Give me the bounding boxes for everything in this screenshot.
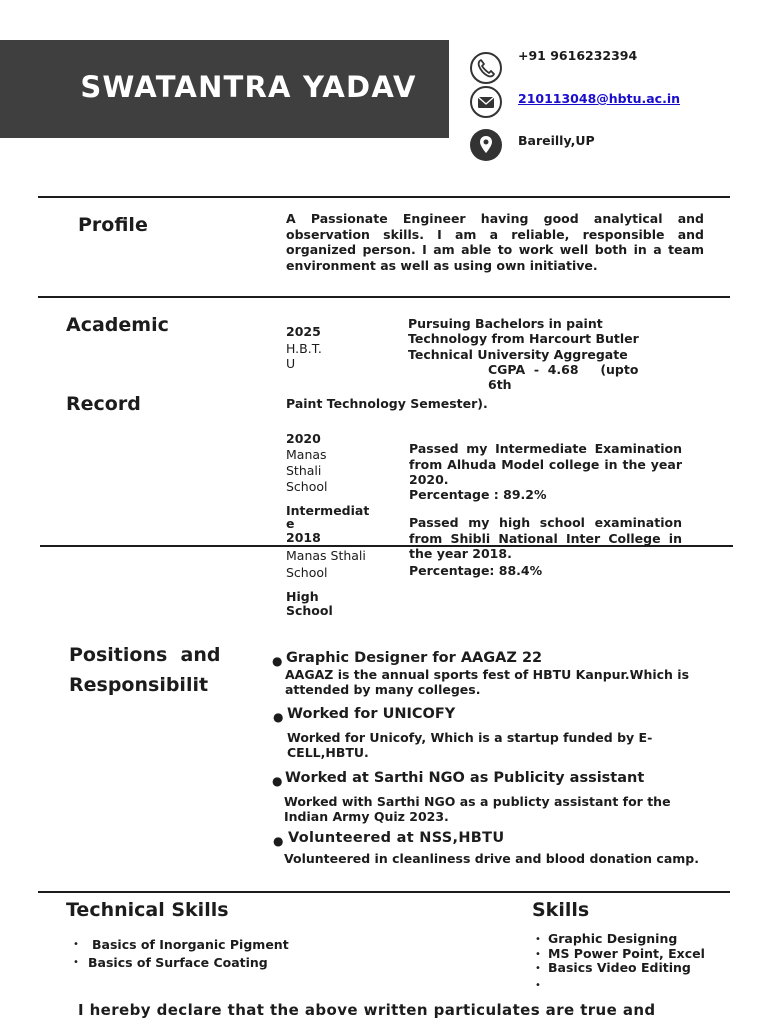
academic-heading: Academic (66, 314, 169, 336)
position-desc: AAGAZ is the annual sports fest of HBTU Kanpur.Which is attended by many colleges. (285, 667, 690, 697)
skill-item: Basics Video Editing (548, 960, 691, 975)
edu-level: e (286, 516, 295, 531)
email-link[interactable] (518, 91, 680, 106)
bullet-icon: • (73, 957, 79, 968)
position-desc: Volunteered in cleanliness drive and blood donation camp. (284, 851, 700, 866)
divider (38, 891, 730, 893)
edu-institute: Sthali (286, 463, 322, 478)
email-text[interactable]: 210113048@hbtu.ac.in (518, 91, 681, 106)
position-desc: Worked for Unicofy, Which is a startup funded by E-CELL,HBTU. (287, 730, 653, 760)
bullet-icon: ● (272, 654, 283, 668)
edu-footer: Paint Technology Semester). (286, 396, 488, 411)
declaration-text: I hereby declare that the above written particulates are true and (78, 1001, 656, 1019)
edu-cgpa: CGPA - 4.68 (upto (488, 362, 639, 377)
edu-institute: School (286, 565, 328, 580)
position-title: Volunteered at NSS,HBTU (288, 830, 505, 846)
candidate-name: SWATANTRA YADAV (80, 70, 417, 104)
technical-skill-item: Basics of Surface Coating (88, 955, 268, 970)
edu-year: 2020 (286, 431, 321, 446)
edu-institute: School (286, 479, 328, 494)
position-title: Worked for UNICOFY (287, 706, 456, 722)
edu-institute: U (286, 356, 296, 371)
skills-heading: Skills (532, 899, 590, 921)
bullet-icon: • (535, 949, 541, 960)
edu-desc: Passed my Intermediate Examination from Alhuda Model college in the year 2020. (409, 441, 682, 487)
edu-institute: H.B.T. (286, 341, 322, 356)
responsibilities-heading: Responsibilit (69, 674, 209, 696)
location-text: Bareilly,UP (518, 133, 595, 148)
record-heading: Record (66, 393, 141, 415)
edu-level: High (286, 589, 319, 604)
edu-year: 2025 (286, 324, 321, 339)
edu-desc: Technical University Aggregate (408, 347, 628, 362)
position-title: Graphic Designer for AAGAZ 22 (286, 650, 543, 666)
technical-skills-heading: Technical Skills (66, 899, 229, 921)
edu-desc: Pursuing Bachelors in paint (408, 316, 603, 331)
skill-item: Graphic Designing (548, 931, 678, 946)
profile-heading: Profile (78, 214, 148, 236)
edu-year: 2018 (286, 530, 321, 545)
position-desc: Worked with Sarthi NGO as a publicty assistant for the Indian Army Quiz 2023. (284, 794, 671, 824)
location-pin-icon (470, 129, 502, 161)
bullet-icon: ● (273, 834, 284, 848)
bullet-icon: • (535, 980, 541, 991)
technical-skill-item: Basics of Inorganic Pigment (92, 937, 289, 952)
phone-number: +91 9616232394 (518, 48, 638, 63)
divider (38, 196, 730, 198)
bullet-icon: ● (272, 774, 283, 788)
edu-percentage: Percentage : 89.2% (409, 487, 547, 502)
position-title: Worked at Sarthi NGO as Publicity assistant (285, 770, 645, 786)
bullet-icon: ● (273, 710, 284, 724)
phone-icon (470, 52, 502, 84)
bullet-icon: • (535, 934, 541, 945)
edu-percentage: Percentage: 88.4% (409, 563, 543, 578)
edu-desc: Technology from Harcourt Butler (408, 331, 639, 346)
positions-heading: Positions and (69, 644, 221, 666)
edu-institute: Manas Sthali (286, 548, 366, 563)
edu-level: Intermediat (286, 503, 370, 518)
bullet-icon: • (73, 939, 79, 950)
edu-cgpa: 6th (488, 377, 512, 392)
profile-text: A Passionate Engineer having good analytical and observation skills. I am a reliable, responsible and organized person. I am able to work well both in a team environment as well as using own initiative. (286, 211, 704, 273)
edu-level: School (286, 603, 333, 618)
edu-institute: Manas (286, 447, 327, 462)
bullet-icon: • (535, 963, 541, 974)
mail-icon (470, 86, 502, 118)
divider (38, 296, 730, 298)
skill-item: MS Power Point, Excel (548, 946, 705, 961)
edu-desc: Passed my high school examination from Shibli National Inter College in the year 2018. (409, 515, 682, 561)
